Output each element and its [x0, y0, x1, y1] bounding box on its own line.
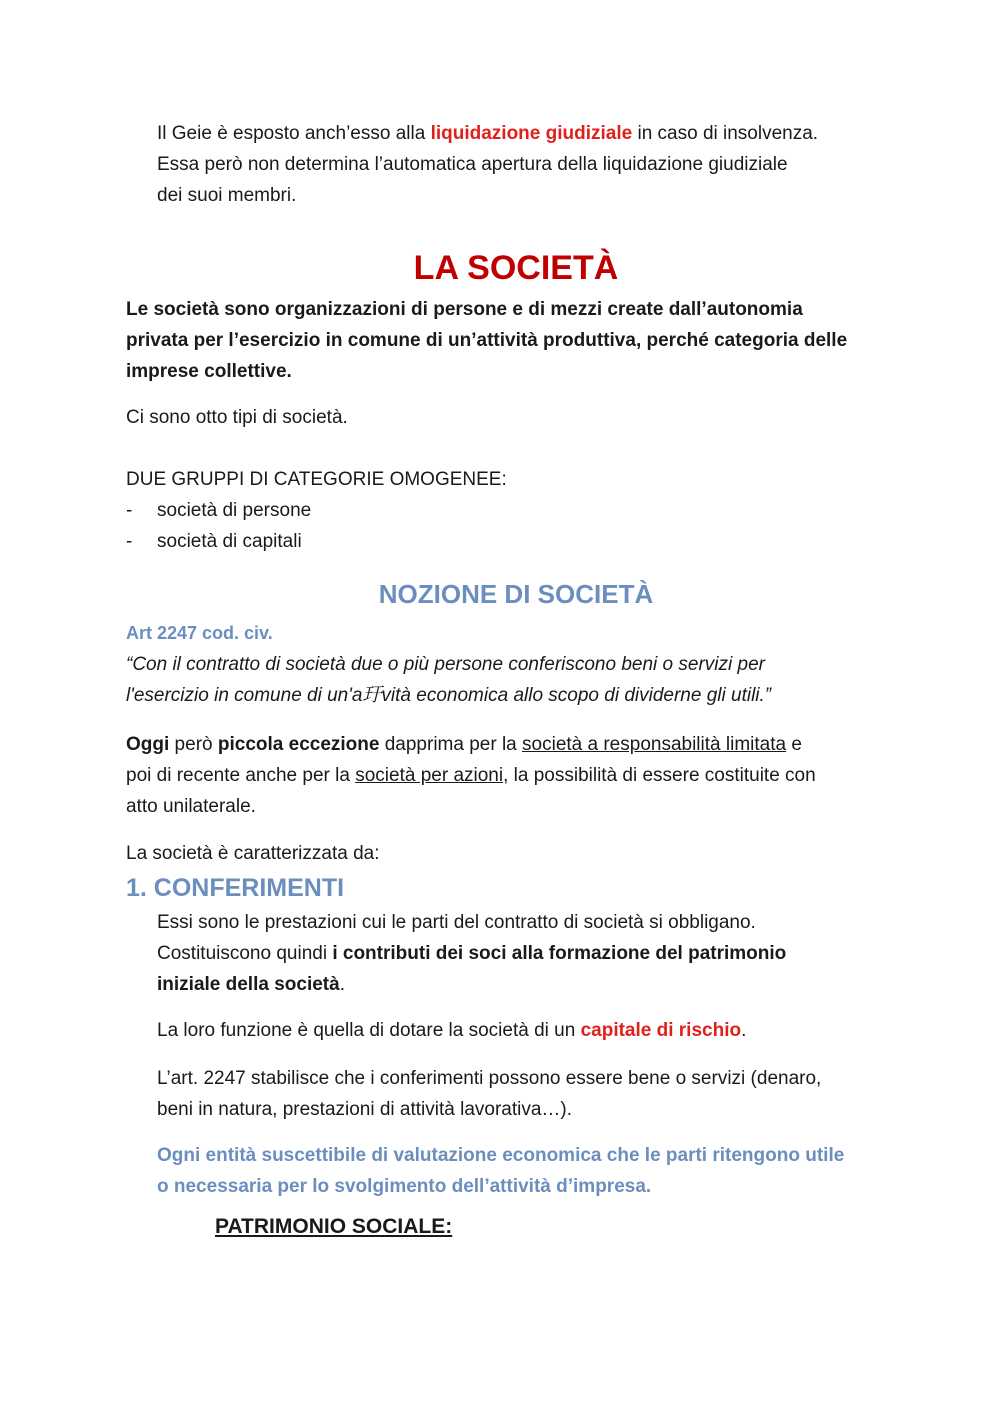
groups-heading: DUE GRUPPI DI CATEGORIE OMOGENEE: — [126, 469, 507, 490]
exception-line-2 — [126, 760, 816, 791]
exception-line-1 — [126, 729, 802, 760]
underlined-text: società a responsabilità limitata — [522, 734, 787, 755]
text: Costituiscono quindi — [157, 943, 333, 964]
entity-line-1: Ogni entità suscettibile di valutazione economica che le parti ritengono utile — [157, 1145, 845, 1166]
article-reference: Art 2247 cod. civ. — [126, 623, 273, 643]
exception-line-3: atto unilaterale. — [126, 796, 256, 817]
bold-text: piccola eccezione — [217, 734, 380, 755]
list-item: società di persone — [157, 500, 312, 521]
types-count: Ci sono otto tipi di società. — [126, 407, 348, 428]
conferimenti-line-2 — [157, 938, 786, 969]
conferimenti-line-3 — [157, 969, 345, 1000]
section-title-nozione: NOZIONE DI SOCIETÀ — [378, 579, 654, 609]
list-item: società di capitali — [157, 531, 302, 552]
intro-text: Il Geie è esposto anch’esso alla — [157, 123, 431, 144]
text: dapprima per la — [379, 734, 523, 755]
conferimenti-line-1: Essi sono le prestazioni cui le parti del contratto di società si obbligano. — [157, 912, 756, 933]
text: . — [741, 1020, 747, 1041]
text: poi di recente anche per la — [126, 765, 356, 786]
subheading-patrimonio: PATRIMONIO SOCIALE: — [215, 1215, 453, 1238]
heading-conferimenti: 1. CONFERIMENTI — [126, 874, 345, 902]
art-line-1: L’art. 2247 stabilisce che i conferimenti possono essere bene o servizi (denaro, — [157, 1068, 822, 1089]
underlined-text: società per azioni — [355, 765, 504, 786]
definition-line-1: Le società sono organizzazioni di persone e di mezzi create dall’autonomia — [126, 299, 803, 320]
characterized-by: La società è caratterizzata da: — [126, 843, 380, 864]
intro-line-1 — [157, 118, 818, 149]
list-bullet: - — [126, 500, 133, 521]
intro-line-2: Essa però non determina l’automatica apertura della liquidazione giudiziale — [157, 154, 788, 175]
text: , la possibilità di essere costituite con — [503, 765, 816, 786]
funzione-line — [157, 1015, 746, 1046]
art-line-2: beni in natura, prestazioni di attività lavorativa…). — [157, 1099, 573, 1120]
highlight-liquidazione: liquidazione giudiziale — [430, 123, 633, 144]
definition-line-3: imprese collettive. — [126, 361, 292, 382]
quote-line-2: l'esercizio in comune di un'a玗vità economica allo scopo di dividerne gli utili.” — [126, 685, 772, 706]
intro-line-3: dei suoi membri. — [157, 185, 297, 206]
text: e — [786, 734, 802, 755]
text: La loro funzione è quella di dotare la società di un — [157, 1020, 581, 1041]
definition-line-2: privata per l’esercizio in comune di un’attività produttiva, perché categoria delle — [126, 330, 848, 351]
quote-line-1: “Con il contratto di società due o più persone conferiscono beni o servizi per — [126, 654, 765, 675]
list-bullet: - — [126, 531, 133, 552]
text: . — [339, 974, 345, 995]
text: però — [169, 734, 218, 755]
bold-text: i contributi dei soci alla formazione del patrimonio — [332, 943, 787, 964]
section-title-societa: LA SOCIETÀ — [413, 249, 619, 287]
bold-text: iniziale della società — [157, 974, 340, 995]
intro-text: in caso di insolvenza. — [632, 123, 819, 144]
highlight-capitale-rischio: capitale di rischio — [580, 1020, 742, 1041]
entity-line-2: o necessaria per lo svolgimento dell’attività d’impresa. — [157, 1176, 652, 1197]
bold-text: Oggi — [126, 734, 170, 755]
